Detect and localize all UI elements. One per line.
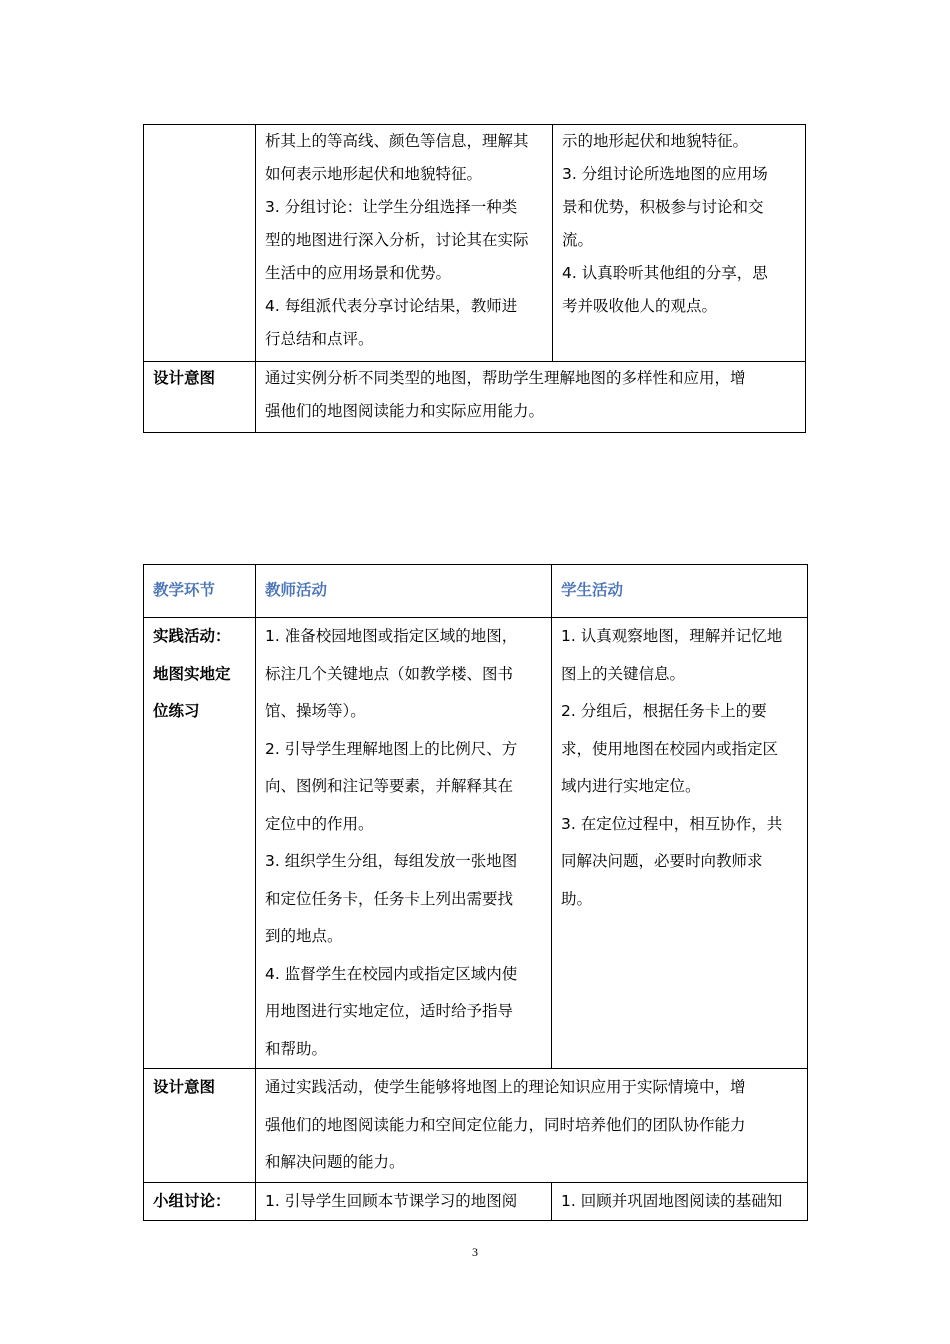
design-intent-row-2 bbox=[144, 1069, 808, 1183]
header-teaching-stage: 教学环节 bbox=[144, 565, 256, 618]
practice-teacher-activity: 1. 准备校园地图或指定区域的地图， 标注几个关键地点（如教学楼、图书 馆、操场等）。 2. 引导学生理解地图上的比例尺、方 向、图例和注记等要素，并解释其在 定位中的作用。 3. 组织学生分组，每组发放一张地图 和定位任务卡，任务卡上列出需要找 到的地点。 4. 监督学生在校园内或指定区域内使 用地图进行实地定位，适时给予指导 和帮助。 bbox=[256, 618, 552, 1069]
practice-student-activity: 1. 认真观察地图，理解并记忆地 图上的关键信息。 2. 分组后，根据任务卡上的要 求，使用地图在校园内或指定区 域内进行实地定位。 3. 在定位过程中，相互协作，共 同解决问题，必要时向教师求 助。 bbox=[552, 618, 808, 1069]
group-discussion-row bbox=[144, 1182, 808, 1221]
student-activity-cell: 示的地形起伏和地貌特征。 3. 分组讨论所选地图的应用场 景和优势，积极参与讨论和交 流。 4. 认真聆听其他组的分享，思 考并吸收他人的观点。 bbox=[553, 125, 806, 362]
lesson-table bbox=[143, 564, 808, 1221]
table-header-row bbox=[144, 565, 808, 618]
practice-activity-row bbox=[144, 618, 808, 1069]
page-number: 3 bbox=[472, 1245, 478, 1259]
design-intent-label-2: 设计意图 bbox=[144, 1069, 256, 1183]
design-intent-row bbox=[144, 362, 806, 433]
header-student-activity: 学生活动 bbox=[552, 565, 808, 618]
discussion-teacher-activity: 1. 引导学生回顾本节课学习的地图阅 bbox=[256, 1182, 552, 1221]
discussion-stage-label: 小组讨论： bbox=[144, 1182, 256, 1221]
lesson-table-continued bbox=[143, 124, 806, 433]
teacher-activity-cell: 析其上的等高线、颜色等信息，理解其 如何表示地形起伏和地貌特征。 3. 分组讨论：让学生分组选择一种类 型的地图进行深入分析，讨论其在实际 生活中的应用场景和优势。 4. 每组派代表分享讨论结果，教师进 行总结和点评。 bbox=[256, 125, 553, 362]
stage-cell bbox=[144, 125, 256, 362]
header-teacher-activity: 教师活动 bbox=[256, 565, 552, 618]
design-intent-text: 通过实例分析不同类型的地图，帮助学生理解地图的多样性和应用，增 强他们的地图阅读能力和实际应用能力。 bbox=[256, 362, 806, 433]
design-intent-text-2: 通过实践活动，使学生能够将地图上的理论知识应用于实际情境中，增 强他们的地图阅读能力和空间定位能力，同时培养他们的团队协作能力 和解决问题的能力。 bbox=[256, 1069, 808, 1183]
discussion-student-activity: 1. 回顾并巩固地图阅读的基础知 bbox=[552, 1182, 808, 1221]
practice-stage-label: 实践活动： 地图实地定 位练习 bbox=[144, 618, 256, 1069]
design-intent-label: 设计意图 bbox=[144, 362, 256, 433]
activity-row-continued bbox=[144, 125, 806, 362]
